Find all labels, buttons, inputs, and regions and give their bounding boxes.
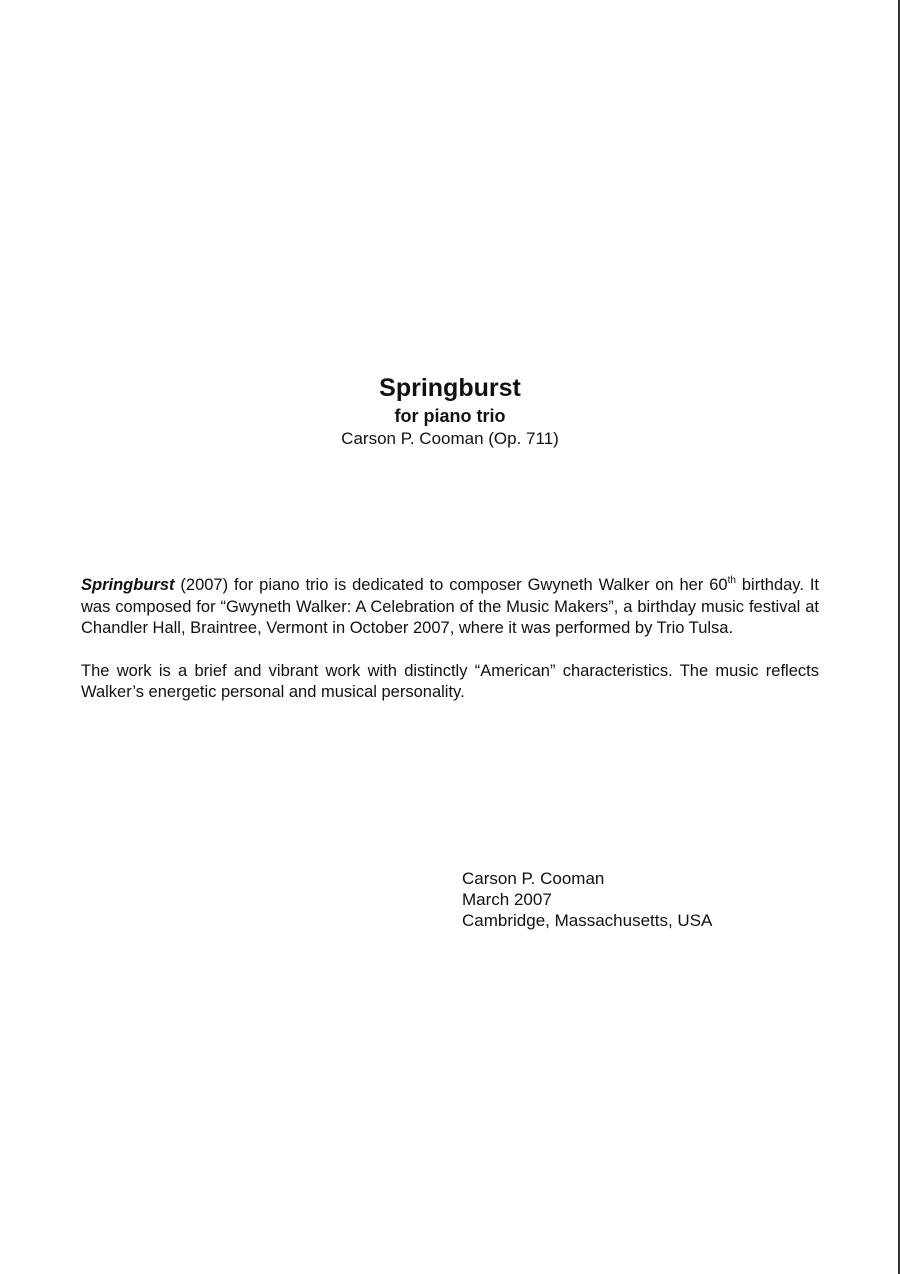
program-note-paragraph-2: The work is a brief and vibrant work with distinctly “American” characteristics. The music reflects Walker’s energetic personal and musical personality. <box>81 661 819 701</box>
ordinal-suffix: th <box>727 575 736 586</box>
signature-date: March 2007 <box>462 890 552 909</box>
signature-block <box>462 868 712 931</box>
program-note <box>81 575 819 725</box>
page-title: Springburst <box>379 374 521 402</box>
program-note-paragraph-1 <box>81 575 819 640</box>
signature-name: Carson P. Cooman <box>462 869 605 888</box>
signature-place: Cambridge, Massachusetts, USA <box>462 911 713 930</box>
composer-line: Carson P. Cooman (Op. 711) <box>341 429 559 448</box>
paragraph-1-text-b: birthday. It was composed for “Gwyneth Walker: A Celebration of the Music Makers”, a birthday music festival at Chandler Hall, Braintree, Vermont in October 2007, where it was performed by Trio Tulsa. <box>81 576 819 637</box>
work-title: Springburst <box>81 576 175 594</box>
paragraph-1-text-a: (2007) for piano trio is dedicated to composer Gwyneth Walker on her 60 <box>174 576 728 594</box>
title-block <box>0 372 900 450</box>
subtitle: for piano trio <box>394 406 506 426</box>
